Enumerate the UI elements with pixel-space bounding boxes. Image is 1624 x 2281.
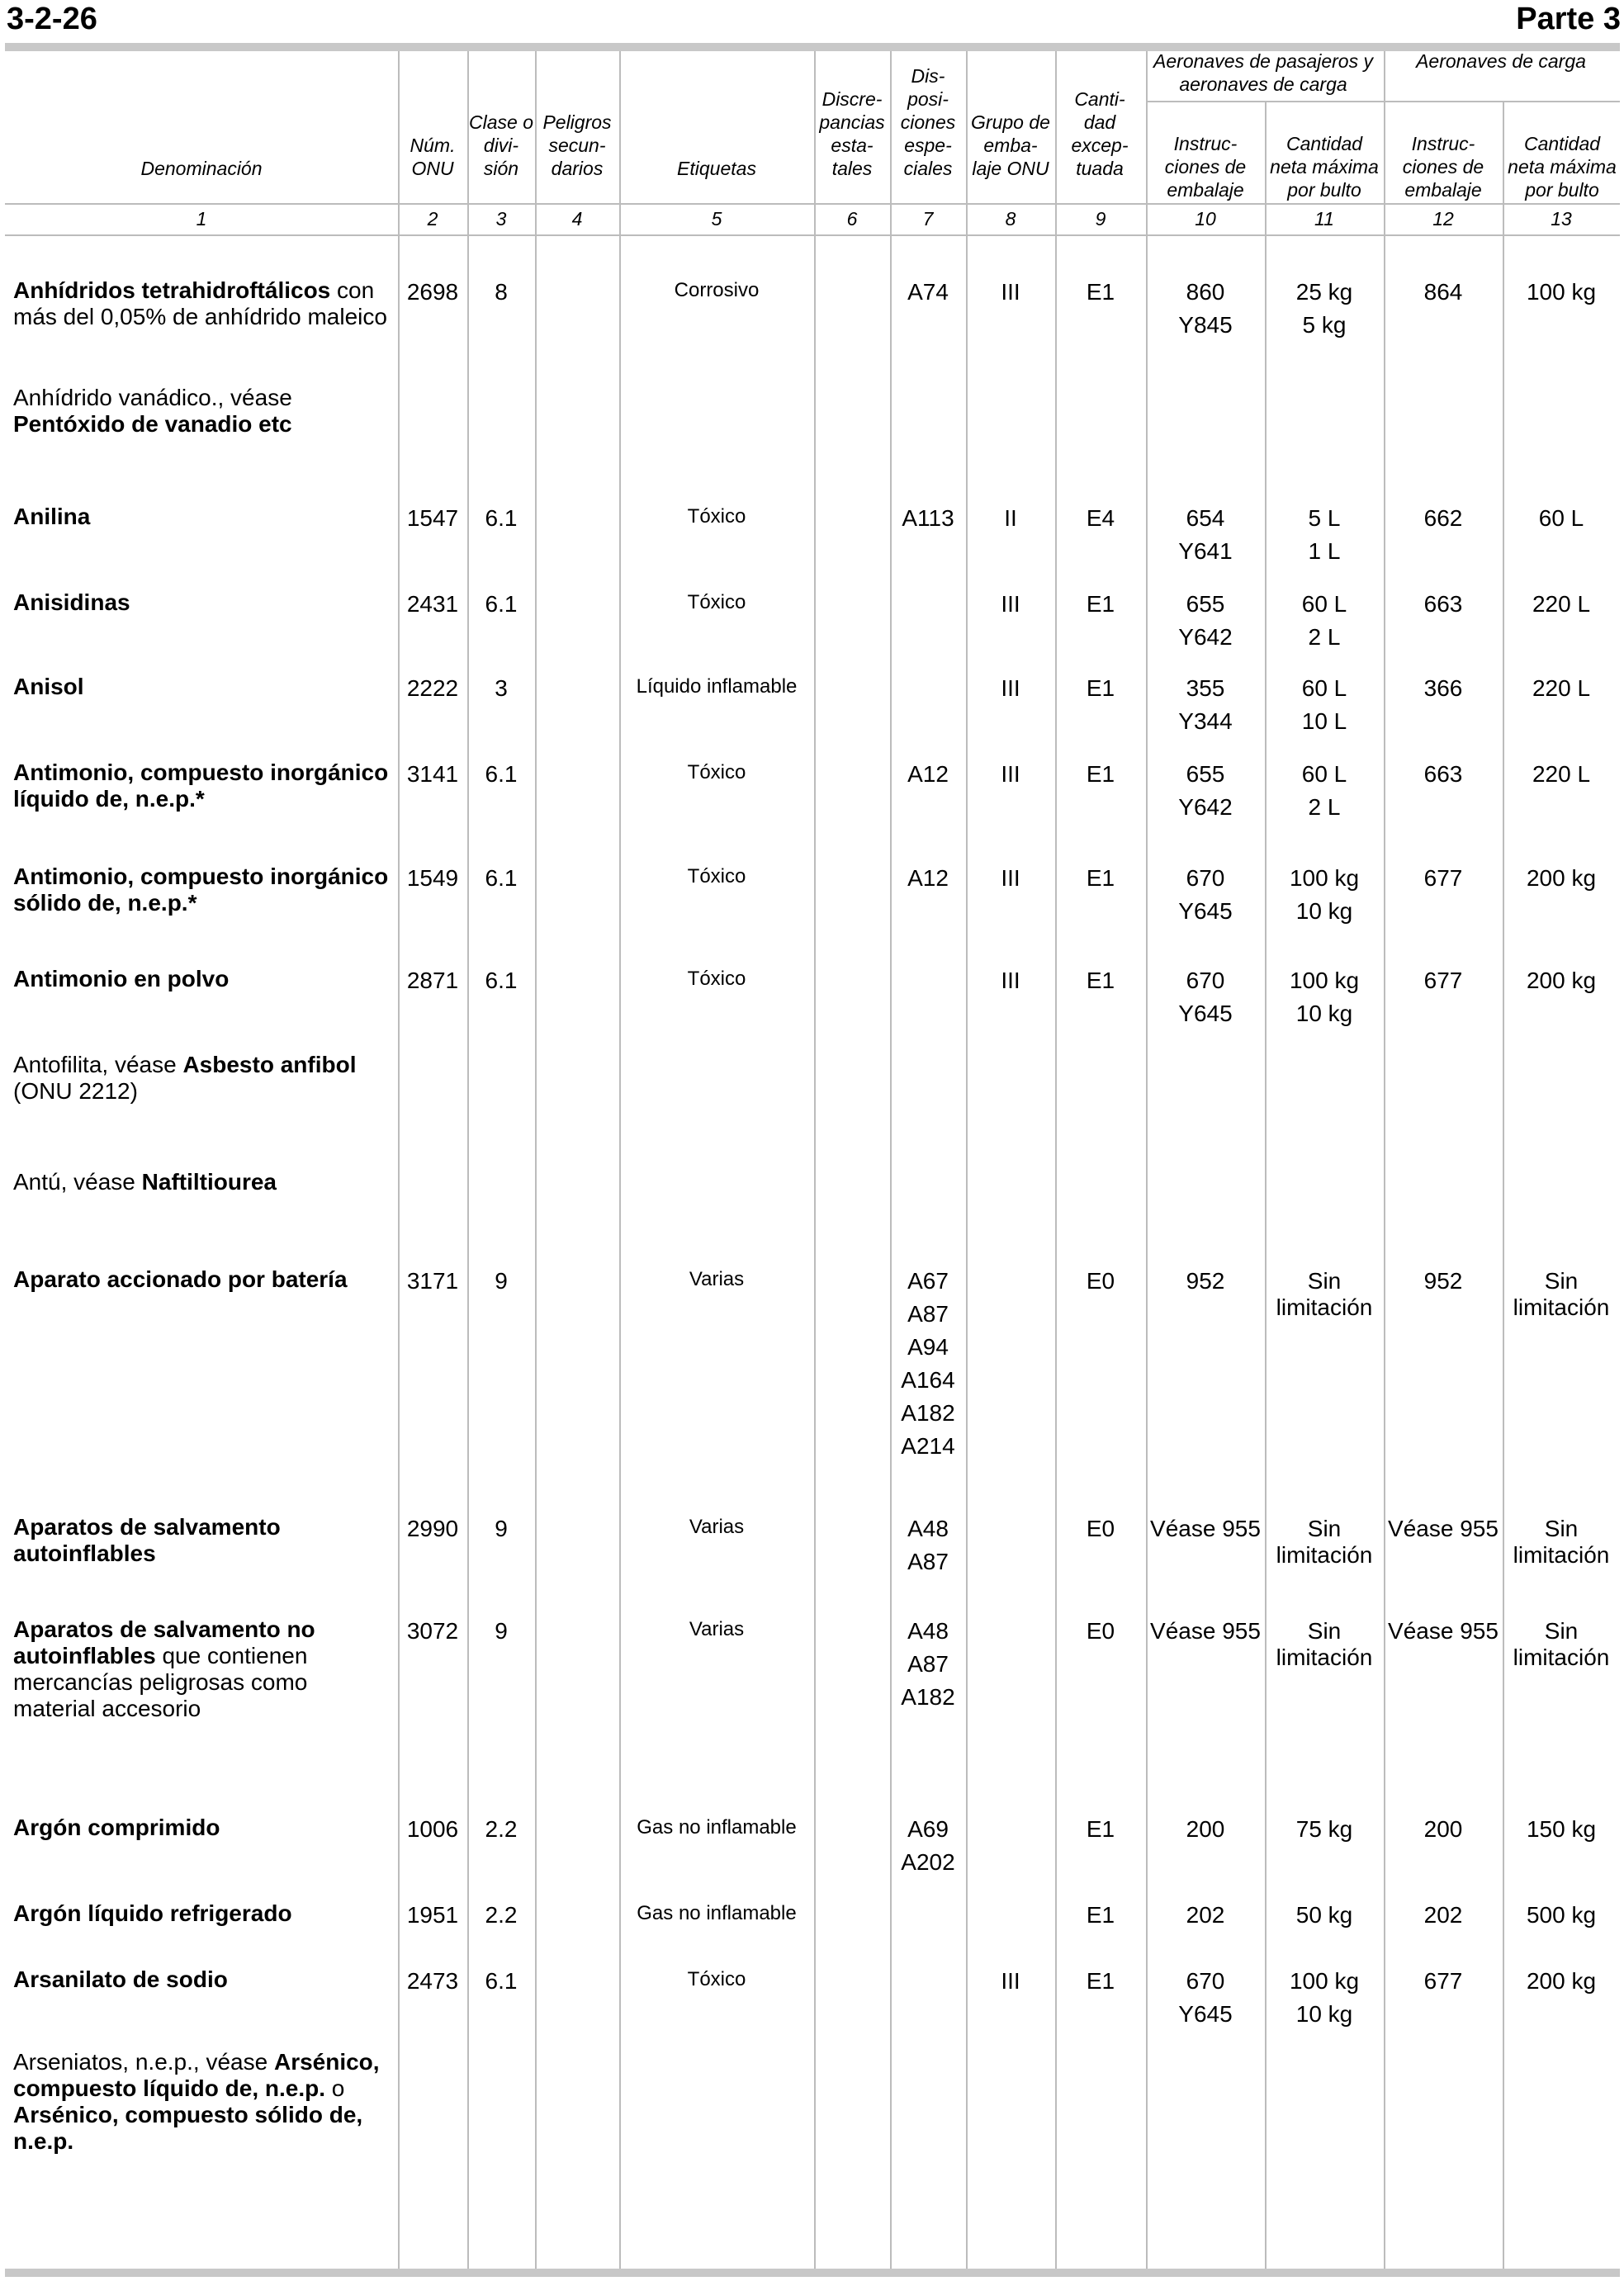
cell-carga-cantidad-line: 220 L bbox=[1532, 591, 1591, 617]
cell-pasajeros-instrucciones-line: Véase 955 bbox=[1150, 1618, 1261, 1644]
cell-cantidad: E1 bbox=[1086, 865, 1115, 891]
cell-pasajeros-cantidad-line: 25 kg bbox=[1295, 279, 1353, 305]
cell-pasajeros-instrucciones bbox=[1146, 1813, 1265, 1846]
cell-carga-instrucciones bbox=[1384, 758, 1503, 791]
cell-clase: 6.1 bbox=[485, 505, 518, 531]
cell-carga-instrucciones-line: 677 bbox=[1423, 865, 1463, 891]
cell-pasajeros-instrucciones-line: Véase 955 bbox=[1150, 1516, 1261, 1541]
cell-carga-cantidad bbox=[1503, 1615, 1620, 1671]
cell-pasajeros-instrucciones-line: Y641 bbox=[1178, 538, 1233, 564]
cell-carga-cantidad-line: 60 L bbox=[1538, 505, 1584, 531]
cell-pasajeros-cantidad bbox=[1265, 1265, 1384, 1321]
name-part: Antimonio en polvo bbox=[13, 966, 230, 991]
cell-pasajeros-instrucciones bbox=[1146, 1512, 1265, 1545]
cell-carga-instrucciones-line: 663 bbox=[1423, 761, 1463, 787]
cell-pasajeros-cantidad-line: 2 L bbox=[1308, 624, 1341, 650]
name-part: Antimonio, compuesto inorgánico líquido de, n.e.p.* bbox=[13, 760, 389, 812]
cell-num-onu: 1547 bbox=[406, 505, 459, 531]
cell-grupo: III bbox=[1001, 675, 1020, 701]
row-denominacion bbox=[13, 1266, 391, 1293]
cell-carga-instrucciones bbox=[1384, 964, 1503, 997]
cell-pasajeros-instrucciones-line: 654 bbox=[1186, 505, 1225, 531]
cell-pasajeros-instrucciones-line: Y642 bbox=[1178, 794, 1233, 820]
cell-disposiciones-line: A182 bbox=[901, 1684, 955, 1710]
cell-pasajeros-instrucciones-line: Y645 bbox=[1178, 2001, 1233, 2027]
cell-pasajeros-instrucciones-line: 655 bbox=[1186, 591, 1225, 617]
cell-pasajeros-instrucciones bbox=[1146, 1899, 1265, 1932]
row-denominacion bbox=[13, 1616, 391, 1722]
cell-num-onu: 1951 bbox=[406, 1902, 459, 1928]
header-peligros: Peligros secun- darios bbox=[542, 111, 612, 179]
cell-pasajeros-instrucciones-line: Y845 bbox=[1178, 312, 1233, 338]
header-cantidad: Canti- dad excep- tuada bbox=[1071, 88, 1129, 179]
cell-clase: 9 bbox=[495, 1516, 508, 1541]
cell-pasajeros-cantidad-line: 10 L bbox=[1301, 708, 1347, 734]
cell-disposiciones bbox=[890, 1615, 966, 1714]
cell-clase: 6.1 bbox=[485, 591, 518, 617]
cell-carga-instrucciones bbox=[1384, 588, 1503, 621]
cell-cantidad: E1 bbox=[1086, 279, 1115, 305]
header-clase: Clase o divi- sión bbox=[469, 111, 533, 179]
cell-pasajeros-cantidad-line: 100 kg bbox=[1289, 1968, 1360, 1994]
cell-disposiciones-line: A48 bbox=[907, 1618, 949, 1644]
header-disposiciones: Dis- posi- ciones espe- ciales bbox=[900, 65, 956, 179]
cell-carga-cantidad-line: Sin limitación bbox=[1513, 1618, 1610, 1670]
cell-pasajeros-cantidad-line: 5 L bbox=[1308, 505, 1341, 531]
cell-pasajeros-cantidad-line: Sin limitación bbox=[1276, 1516, 1373, 1568]
name-part: Asbesto anfibol bbox=[182, 1052, 357, 1077]
row-denominacion bbox=[13, 1900, 391, 1927]
cell-pasajeros-cantidad-line: 50 kg bbox=[1295, 1902, 1353, 1928]
cell-carga-cantidad-line: 220 L bbox=[1532, 761, 1591, 787]
cell-carga-cantidad bbox=[1503, 672, 1620, 705]
cell-pasajeros-instrucciones-line: Y344 bbox=[1178, 708, 1233, 734]
cell-clase: 9 bbox=[495, 1618, 508, 1644]
row-denominacion bbox=[13, 277, 391, 330]
cell-grupo: III bbox=[1001, 1968, 1020, 1994]
column-number: 5 bbox=[711, 208, 722, 230]
cell-pasajeros-cantidad-line: 1 L bbox=[1308, 538, 1341, 564]
cell-clase: 6.1 bbox=[485, 865, 518, 891]
name-part: Aparato accionado por batería bbox=[13, 1266, 348, 1292]
cell-carga-instrucciones-line: 677 bbox=[1423, 968, 1463, 993]
cell-pasajeros-cantidad bbox=[1265, 758, 1384, 824]
cell-carga-cantidad-line: 200 kg bbox=[1526, 968, 1597, 993]
cell-disposiciones bbox=[890, 1265, 966, 1463]
cell-pasajeros-cantidad bbox=[1265, 1965, 1384, 2031]
cell-pasajeros-instrucciones-line: 670 bbox=[1186, 1968, 1225, 1994]
cell-pasajeros-instrucciones-line: 860 bbox=[1186, 279, 1225, 305]
cell-carga-instrucciones-line: 952 bbox=[1423, 1268, 1463, 1294]
cell-disposiciones bbox=[890, 862, 966, 895]
cell-grupo: III bbox=[1001, 865, 1020, 891]
cell-pasajeros-cantidad-line: Sin limitación bbox=[1276, 1618, 1373, 1670]
cell-grupo: III bbox=[1001, 279, 1020, 305]
cell-pasajeros-cantidad bbox=[1265, 1615, 1384, 1671]
column-divider bbox=[619, 51, 621, 2269]
cell-pasajeros-cantidad-line: 60 L bbox=[1301, 591, 1347, 617]
cell-pasajeros-instrucciones bbox=[1146, 964, 1265, 1030]
cell-etiqueta: Tóxico bbox=[687, 1968, 746, 1990]
cell-pasajeros-cantidad bbox=[1265, 964, 1384, 1030]
cell-etiqueta: Tóxico bbox=[687, 505, 746, 528]
cell-carga-instrucciones bbox=[1384, 672, 1503, 705]
cell-pasajeros-instrucciones bbox=[1146, 1965, 1265, 2031]
cell-carga-instrucciones-line: 663 bbox=[1423, 591, 1463, 617]
name-part: Anhídridos tetrahidroftálicos bbox=[13, 277, 331, 303]
cell-disposiciones-line: A69 bbox=[907, 1816, 949, 1842]
name-part: (ONU 2212) bbox=[13, 1078, 138, 1104]
column-number: 8 bbox=[1005, 208, 1016, 230]
name-part: Antimonio, compuesto inorgánico sólido de, n.e.p.* bbox=[13, 864, 389, 916]
cell-disposiciones-line: A12 bbox=[907, 865, 949, 891]
cell-pasajeros-cantidad-line: 10 kg bbox=[1295, 898, 1353, 924]
cell-etiqueta: Gas no inflamable bbox=[637, 1816, 797, 1839]
cell-pasajeros-instrucciones bbox=[1146, 862, 1265, 928]
cell-carga-cantidad bbox=[1503, 1899, 1620, 1932]
cell-disposiciones bbox=[890, 502, 966, 535]
cell-disposiciones-line: A113 bbox=[902, 505, 954, 531]
header-pasajeros-group: Aeronaves de pasajeros y aeronaves de carga bbox=[1153, 50, 1373, 95]
cell-carga-cantidad-line: 200 kg bbox=[1526, 1968, 1597, 1994]
cell-disposiciones-line: A12 bbox=[907, 761, 949, 787]
cell-clase: 2.2 bbox=[485, 1902, 518, 1928]
cell-pasajeros-instrucciones bbox=[1146, 758, 1265, 824]
cell-cantidad: E0 bbox=[1086, 1268, 1115, 1294]
cell-grupo: III bbox=[1001, 591, 1020, 617]
header-denominacion: Denominación bbox=[140, 158, 263, 179]
cell-disposiciones bbox=[890, 758, 966, 791]
column-number: 13 bbox=[1551, 208, 1572, 230]
name-part: Arsénico, compuesto líquido de, n.e.p. bbox=[13, 2049, 380, 2101]
cell-etiqueta: Corrosivo bbox=[674, 279, 760, 301]
cell-carga-cantidad bbox=[1503, 588, 1620, 621]
cell-carga-instrucciones-line: 366 bbox=[1423, 675, 1463, 701]
cell-etiqueta: Líquido inflamable bbox=[636, 675, 798, 698]
page-number: 3-2-26 bbox=[7, 2, 97, 36]
cell-pasajeros-instrucciones-line: Y645 bbox=[1178, 898, 1233, 924]
name-part: Anisidinas bbox=[13, 589, 130, 615]
cell-num-onu: 2698 bbox=[406, 279, 459, 305]
cell-disposiciones-line: A202 bbox=[901, 1849, 955, 1875]
cell-etiqueta: Tóxico bbox=[687, 761, 746, 783]
row-denominacion bbox=[13, 1966, 391, 1993]
cell-pasajeros-instrucciones-line: 655 bbox=[1186, 761, 1225, 787]
cell-pasajeros-cantidad bbox=[1265, 502, 1384, 568]
header-carga-instrucciones: Instruc- ciones de embalaje bbox=[1402, 133, 1484, 201]
cell-pasajeros-cantidad bbox=[1265, 276, 1384, 342]
cell-carga-instrucciones bbox=[1384, 1899, 1503, 1932]
cell-num-onu: 2871 bbox=[406, 968, 459, 993]
cell-pasajeros-cantidad-line: 100 kg bbox=[1289, 968, 1360, 993]
cell-clase: 3 bbox=[495, 675, 508, 701]
cell-cantidad: E1 bbox=[1086, 761, 1115, 787]
cell-carga-instrucciones bbox=[1384, 1265, 1503, 1298]
row-denominacion bbox=[13, 504, 391, 530]
cell-pasajeros-cantidad bbox=[1265, 588, 1384, 654]
cell-carga-cantidad bbox=[1503, 1265, 1620, 1321]
part-title: Parte 3 bbox=[1516, 2, 1621, 36]
cell-pasajeros-cantidad bbox=[1265, 1899, 1384, 1932]
row-denominacion bbox=[13, 966, 391, 992]
column-number: 7 bbox=[922, 208, 934, 230]
cell-disposiciones-line: A48 bbox=[907, 1516, 949, 1541]
row-denominacion bbox=[13, 760, 391, 812]
cell-grupo: III bbox=[1001, 968, 1020, 993]
cell-clase: 9 bbox=[495, 1268, 508, 1294]
cell-cantidad: E1 bbox=[1086, 1816, 1115, 1842]
header-group-divider bbox=[1148, 101, 1620, 102]
cell-pasajeros-instrucciones-line: Y645 bbox=[1178, 1001, 1233, 1026]
cell-pasajeros-cantidad bbox=[1265, 672, 1384, 738]
cell-carga-cantidad bbox=[1503, 1512, 1620, 1569]
name-part: Anisol bbox=[13, 674, 84, 699]
column-divider bbox=[1503, 102, 1504, 2269]
column-number-divider bbox=[5, 234, 1620, 236]
cell-pasajeros-cantidad-line: 2 L bbox=[1308, 794, 1341, 820]
cell-etiqueta: Tóxico bbox=[687, 865, 746, 887]
cell-grupo: II bbox=[1004, 505, 1017, 531]
cell-pasajeros-cantidad-line: 10 kg bbox=[1295, 1001, 1353, 1026]
cell-pasajeros-cantidad bbox=[1265, 1813, 1384, 1846]
column-number: 11 bbox=[1314, 208, 1334, 230]
cell-carga-cantidad bbox=[1503, 758, 1620, 791]
column-number: 9 bbox=[1095, 208, 1106, 230]
column-divider bbox=[467, 51, 469, 2269]
cell-disposiciones-line: A87 bbox=[907, 1301, 949, 1327]
cell-pasajeros-instrucciones bbox=[1146, 1265, 1265, 1298]
cell-carga-cantidad-line: 220 L bbox=[1532, 675, 1591, 701]
cell-num-onu: 3171 bbox=[406, 1268, 459, 1294]
cell-disposiciones-line: A67 bbox=[907, 1268, 949, 1294]
page-header bbox=[0, 0, 1624, 43]
cell-disposiciones-line: A87 bbox=[907, 1651, 949, 1677]
cell-pasajeros-cantidad-line: 75 kg bbox=[1295, 1816, 1353, 1842]
cell-grupo: III bbox=[1001, 761, 1020, 787]
cell-pasajeros-instrucciones bbox=[1146, 1615, 1265, 1648]
cell-cantidad: E1 bbox=[1086, 968, 1115, 993]
cell-carga-instrucciones bbox=[1384, 1512, 1503, 1545]
name-part: Antú, véase bbox=[13, 1169, 142, 1195]
header-grupo: Grupo de emba- laje ONU bbox=[971, 111, 1050, 179]
cell-pasajeros-cantidad bbox=[1265, 1512, 1384, 1569]
cell-cantidad: E0 bbox=[1086, 1618, 1115, 1644]
header-discrepancias: Discre- pancias esta- tales bbox=[819, 88, 885, 179]
row-denominacion bbox=[13, 1169, 391, 1195]
cell-carga-cantidad-line: 150 kg bbox=[1526, 1816, 1597, 1842]
cell-pasajeros-cantidad-line: 60 L bbox=[1301, 675, 1347, 701]
cell-pasajeros-instrucciones-line: 200 bbox=[1186, 1816, 1225, 1842]
cell-clase: 6.1 bbox=[485, 968, 518, 993]
column-divider bbox=[814, 51, 816, 2269]
cell-num-onu: 3141 bbox=[406, 761, 459, 787]
cell-pasajeros-cantidad-line: 60 L bbox=[1301, 761, 1347, 787]
column-number: 6 bbox=[846, 208, 858, 230]
row-denominacion bbox=[13, 1052, 391, 1105]
name-part: Aparatos de salvamento no autoinflables bbox=[13, 1616, 315, 1668]
row-denominacion bbox=[13, 589, 391, 616]
header-pasajeros-cantidad: Cantidad neta máxima por bulto bbox=[1270, 133, 1379, 201]
cell-pasajeros-instrucciones bbox=[1146, 672, 1265, 738]
cell-carga-instrucciones-line: 864 bbox=[1423, 279, 1463, 305]
cell-pasajeros-instrucciones-line: 952 bbox=[1186, 1268, 1225, 1294]
cell-pasajeros-cantidad-line: 10 kg bbox=[1295, 2001, 1353, 2027]
column-divider bbox=[1384, 51, 1385, 2269]
cell-num-onu: 2990 bbox=[406, 1516, 459, 1541]
cell-carga-cantidad-line: 100 kg bbox=[1526, 279, 1597, 305]
cell-pasajeros-instrucciones-line: Y642 bbox=[1178, 624, 1233, 650]
cell-pasajeros-instrucciones-line: 355 bbox=[1186, 675, 1225, 701]
cell-disposiciones-line: A87 bbox=[907, 1549, 949, 1574]
cell-cantidad: E4 bbox=[1086, 505, 1115, 531]
cell-etiqueta: Tóxico bbox=[687, 968, 746, 990]
cell-disposiciones-line: A74 bbox=[907, 279, 949, 305]
column-divider bbox=[1265, 102, 1267, 2269]
cell-carga-instrucciones-line: Véase 955 bbox=[1388, 1516, 1499, 1541]
cell-carga-cantidad bbox=[1503, 964, 1620, 997]
cell-carga-cantidad-line: Sin limitación bbox=[1513, 1268, 1610, 1320]
cell-carga-cantidad bbox=[1503, 276, 1620, 309]
cell-carga-cantidad bbox=[1503, 862, 1620, 895]
cell-carga-instrucciones bbox=[1384, 1965, 1503, 1998]
name-part: o bbox=[325, 2075, 345, 2101]
cell-carga-instrucciones-line: 662 bbox=[1423, 505, 1463, 531]
cell-disposiciones-line: A182 bbox=[901, 1400, 955, 1426]
cell-cantidad: E1 bbox=[1086, 1968, 1115, 1994]
cell-clase: 6.1 bbox=[485, 761, 518, 787]
cell-carga-cantidad-line: 200 kg bbox=[1526, 865, 1597, 891]
cell-disposiciones bbox=[890, 1512, 966, 1578]
bottom-rule bbox=[5, 2269, 1620, 2277]
header-num-onu: Núm. ONU bbox=[410, 135, 456, 179]
cell-etiqueta: Tóxico bbox=[687, 591, 746, 613]
cell-pasajeros-instrucciones bbox=[1146, 276, 1265, 342]
cell-cantidad: E1 bbox=[1086, 591, 1115, 617]
cell-num-onu: 1006 bbox=[406, 1816, 459, 1842]
cell-pasajeros-cantidad bbox=[1265, 862, 1384, 928]
header-etiquetas: Etiquetas bbox=[677, 158, 756, 179]
column-number: 3 bbox=[495, 208, 507, 230]
cell-disposiciones bbox=[890, 1813, 966, 1879]
cell-num-onu: 2222 bbox=[406, 675, 459, 701]
cell-carga-instrucciones-line: 202 bbox=[1423, 1902, 1463, 1928]
row-denominacion bbox=[13, 674, 391, 700]
cell-carga-instrucciones bbox=[1384, 862, 1503, 895]
cell-etiqueta: Gas no inflamable bbox=[637, 1902, 797, 1924]
cell-pasajeros-instrucciones-line: 670 bbox=[1186, 865, 1225, 891]
name-part: con más del 0,05% de anhídrido maleico bbox=[13, 277, 387, 329]
cell-clase: 6.1 bbox=[485, 1968, 518, 1994]
row-denominacion bbox=[13, 1514, 391, 1567]
cell-pasajeros-cantidad-line: 5 kg bbox=[1302, 312, 1347, 338]
row-denominacion bbox=[13, 2049, 391, 2155]
cell-carga-instrucciones-line: Véase 955 bbox=[1388, 1618, 1499, 1644]
name-part: Anilina bbox=[13, 504, 91, 529]
column-divider bbox=[966, 51, 968, 2269]
header-carga-group: Aeronaves de carga bbox=[1416, 50, 1586, 72]
cell-disposiciones-line: A214 bbox=[901, 1433, 955, 1459]
column-divider bbox=[1055, 51, 1057, 2269]
column-number: 1 bbox=[196, 208, 207, 230]
header-pasajeros-instrucciones: Instruc- ciones de embalaje bbox=[1164, 133, 1247, 201]
cell-pasajeros-cantidad-line: Sin limitación bbox=[1276, 1268, 1373, 1320]
cell-carga-instrucciones bbox=[1384, 1615, 1503, 1648]
cell-num-onu: 2431 bbox=[406, 591, 459, 617]
name-part: Antofilita, véase bbox=[13, 1052, 183, 1077]
name-part: Naftiltiourea bbox=[141, 1169, 277, 1195]
column-number: 2 bbox=[427, 208, 438, 230]
cell-carga-cantidad bbox=[1503, 1965, 1620, 1998]
cell-etiqueta: Varias bbox=[689, 1268, 745, 1290]
cell-disposiciones-line: A94 bbox=[907, 1334, 949, 1360]
cell-disposiciones bbox=[890, 276, 966, 309]
cell-clase: 8 bbox=[495, 279, 508, 305]
cell-num-onu: 3072 bbox=[406, 1618, 459, 1644]
cell-cantidad: E1 bbox=[1086, 675, 1115, 701]
column-divider bbox=[398, 51, 400, 2269]
cell-pasajeros-instrucciones bbox=[1146, 588, 1265, 654]
cell-carga-cantidad bbox=[1503, 502, 1620, 535]
cell-etiqueta: Varias bbox=[689, 1516, 745, 1538]
name-part: Arsénico, compuesto sólido de, n.e.p. bbox=[13, 2102, 363, 2154]
name-part: Aparatos de salvamento autoinflables bbox=[13, 1514, 281, 1566]
cell-num-onu: 2473 bbox=[406, 1968, 459, 1994]
column-number: 10 bbox=[1195, 208, 1216, 230]
cell-carga-instrucciones bbox=[1384, 1813, 1503, 1846]
column-divider bbox=[535, 51, 537, 2269]
cell-carga-instrucciones bbox=[1384, 502, 1503, 535]
name-part: que contienen mercancías peligrosas como material accesorio bbox=[13, 1643, 308, 1721]
cell-clase: 2.2 bbox=[485, 1816, 518, 1842]
cell-etiqueta: Varias bbox=[689, 1618, 745, 1640]
cell-pasajeros-instrucciones-line: 202 bbox=[1186, 1902, 1225, 1928]
header-carga-cantidad: Cantidad neta máxima por bulto bbox=[1508, 133, 1617, 201]
name-part: Argón comprimido bbox=[13, 1815, 220, 1840]
name-part: Arsanilato de sodio bbox=[13, 1966, 228, 1992]
column-number: 12 bbox=[1432, 208, 1454, 230]
name-part: Anhídrido vanádico., véase bbox=[13, 385, 292, 410]
cell-pasajeros-instrucciones-line: 670 bbox=[1186, 968, 1225, 993]
cell-pasajeros-cantidad-line: 100 kg bbox=[1289, 865, 1360, 891]
cell-disposiciones-line: A164 bbox=[901, 1367, 955, 1393]
cell-cantidad: E1 bbox=[1086, 1902, 1115, 1928]
name-part: Pentóxido de vanadio etc bbox=[13, 411, 292, 437]
cell-carga-cantidad-line: 500 kg bbox=[1526, 1902, 1597, 1928]
cell-carga-cantidad bbox=[1503, 1813, 1620, 1846]
column-divider bbox=[1146, 51, 1148, 2269]
name-part: Arseniatos, n.e.p., véase bbox=[13, 2049, 274, 2075]
cell-carga-instrucciones bbox=[1384, 276, 1503, 309]
column-number: 4 bbox=[571, 208, 583, 230]
name-part: Argón líquido refrigerado bbox=[13, 1900, 292, 1926]
cell-carga-instrucciones-line: 200 bbox=[1423, 1816, 1463, 1842]
row-denominacion bbox=[13, 385, 391, 438]
cell-carga-cantidad-line: Sin limitación bbox=[1513, 1516, 1610, 1568]
row-denominacion bbox=[13, 864, 391, 916]
column-divider bbox=[890, 51, 892, 2269]
cell-carga-instrucciones-line: 677 bbox=[1423, 1968, 1463, 1994]
row-denominacion bbox=[13, 1815, 391, 1841]
cell-pasajeros-instrucciones bbox=[1146, 502, 1265, 568]
cell-cantidad: E0 bbox=[1086, 1516, 1115, 1541]
cell-num-onu: 1549 bbox=[406, 865, 459, 891]
